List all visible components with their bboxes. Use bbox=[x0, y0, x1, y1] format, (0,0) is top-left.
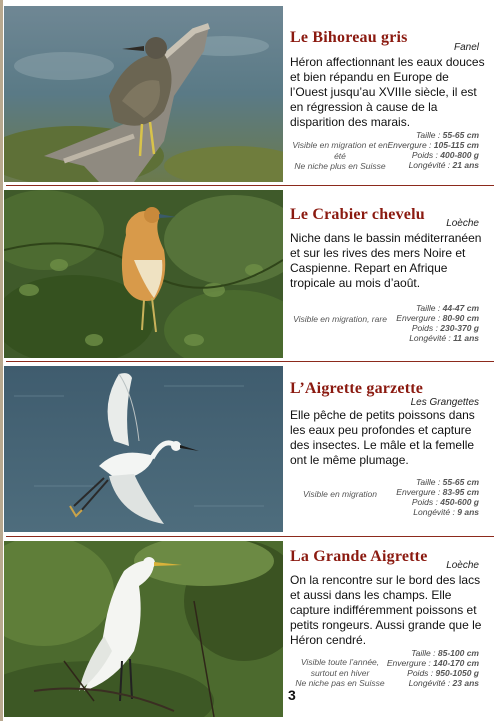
stat-label: Taille bbox=[415, 303, 436, 313]
stat-row: Poids : 230-370 g bbox=[411, 323, 479, 333]
grande-aigrette-photo bbox=[4, 541, 283, 717]
bird-status-text: Visible en migration, rare bbox=[293, 314, 387, 324]
bird-name: La Grande Aigrette bbox=[290, 548, 428, 565]
bird-name: Le Crabier chevelu bbox=[290, 206, 425, 223]
bird-status bbox=[290, 140, 390, 172]
bird-description: Niche dans le bassin méditerranéen et sur les rives des mers Noire et Caspienne. Repart en Afrique tropicale au mois d’août. bbox=[290, 231, 482, 290]
stat-label: Envergure bbox=[396, 487, 436, 497]
stat-value: 44-47 cm bbox=[442, 303, 479, 313]
bird-name: L’Aigrette garzette bbox=[290, 380, 424, 397]
stat-label: Longévité bbox=[408, 160, 446, 170]
bird-status-text: Visible toute l’année, surtout en hiver Ne niche pas en Suisse bbox=[295, 657, 385, 688]
stat-row: Taille : 85-100 cm bbox=[411, 648, 479, 658]
stat-row: Taille : 55-65 cm bbox=[415, 130, 479, 140]
stat-row: Taille : 55-65 cm bbox=[415, 477, 479, 487]
bird-description: On la rencontre sur le bord des lacs et aussi dans les champs. Elle capture indifféremment poissons et petits rongeurs. Aussi grande que le Héron cendré. bbox=[290, 573, 482, 647]
bird-status bbox=[290, 314, 390, 325]
stat-label: Taille bbox=[415, 130, 436, 140]
stat-row: Envergure : 140-170 cm bbox=[386, 658, 479, 668]
stat-row: Longévité : 21 ans bbox=[408, 160, 479, 170]
stat-row: Envergure : 83-95 cm bbox=[396, 487, 479, 497]
stat-label: Longévité bbox=[413, 507, 451, 517]
bird-name: Le Bihoreau gris bbox=[290, 29, 408, 46]
stat-value: 450-600 g bbox=[440, 497, 479, 507]
stat-value: 400-800 g bbox=[440, 150, 479, 160]
bird-status-text: Visible en migration et en été Ne niche plus en Suisse bbox=[292, 140, 388, 171]
bird-status bbox=[290, 489, 390, 500]
stat-value: 9 ans bbox=[457, 507, 479, 517]
stat-label: Taille bbox=[415, 477, 436, 487]
stat-label: Poids bbox=[411, 323, 434, 333]
bird-description: Héron affectionnant les eaux douces et bien répandu en Europe de l’Ouest jusqu’au XVIIIe siècle, il est en régression à cause de la disparition des marais. bbox=[290, 55, 485, 129]
bird-location: Les Grangettes bbox=[410, 397, 479, 408]
stat-value: 11 ans bbox=[453, 333, 479, 343]
stat-row: Poids : 400-800 g bbox=[411, 150, 479, 160]
stat-value: 80-90 cm bbox=[442, 313, 479, 323]
stat-value: 230-370 g bbox=[440, 323, 479, 333]
stat-label: Poids bbox=[411, 497, 434, 507]
stat-label: Envergure bbox=[396, 313, 436, 323]
bird-description: Elle pêche de petits poissons dans les eaux peu profondes et capture des insectes. Le mâle et la femelle ont le même plumage. bbox=[290, 408, 475, 467]
bird-stats bbox=[396, 477, 479, 517]
bird-status bbox=[290, 657, 390, 689]
stat-row: Taille : 44-47 cm bbox=[415, 303, 479, 313]
divider bbox=[6, 536, 494, 537]
bird-status-text: Visible en migration bbox=[302, 489, 378, 499]
crabier-photo bbox=[4, 190, 283, 358]
stat-row: Envergure : 80-90 cm bbox=[396, 313, 479, 323]
bird-location: Loèche bbox=[446, 218, 479, 229]
stat-row: Poids : 450-600 g bbox=[411, 497, 479, 507]
stat-label: Envergure bbox=[386, 658, 427, 668]
page-number: 3 bbox=[288, 687, 296, 703]
stat-value: 21 ans bbox=[452, 160, 479, 170]
stat-value: 140-170 cm bbox=[433, 658, 479, 668]
stat-value: 105-115 cm bbox=[433, 140, 479, 150]
stat-label: Poids bbox=[411, 150, 434, 160]
bird-stats bbox=[396, 303, 479, 343]
stat-label: Poids bbox=[407, 668, 429, 678]
bihoreau-photo bbox=[4, 6, 283, 182]
stat-row: Longévité : 9 ans bbox=[413, 507, 479, 517]
bird-location: Fanel bbox=[453, 42, 479, 53]
stat-label: Envergure bbox=[387, 140, 427, 150]
bird-stats bbox=[387, 648, 479, 688]
stat-value: 23 ans bbox=[452, 678, 479, 688]
divider bbox=[6, 361, 494, 362]
stat-value: 55-65 cm bbox=[442, 130, 479, 140]
stat-value: 83-95 cm bbox=[442, 487, 479, 497]
stat-value: 85-100 cm bbox=[437, 648, 479, 658]
stat-label: Longévité bbox=[409, 333, 447, 343]
stat-label: Longévité bbox=[408, 678, 446, 688]
stat-row: Longévité : 23 ans bbox=[408, 678, 479, 688]
garzette-photo bbox=[4, 366, 283, 532]
stat-value: 55-65 cm bbox=[442, 477, 479, 487]
page-edge bbox=[0, 0, 3, 721]
stat-row: Longévité : 11 ans bbox=[409, 333, 479, 343]
stat-row: Poids : 950-1050 g bbox=[407, 668, 479, 678]
stat-row: Envergure : 105-115 cm bbox=[387, 140, 479, 150]
bird-stats bbox=[387, 130, 479, 170]
divider bbox=[6, 185, 494, 186]
stat-label: Taille bbox=[411, 648, 431, 658]
stat-value: 950-1050 g bbox=[435, 668, 479, 678]
bird-location: Loèche bbox=[446, 560, 479, 571]
